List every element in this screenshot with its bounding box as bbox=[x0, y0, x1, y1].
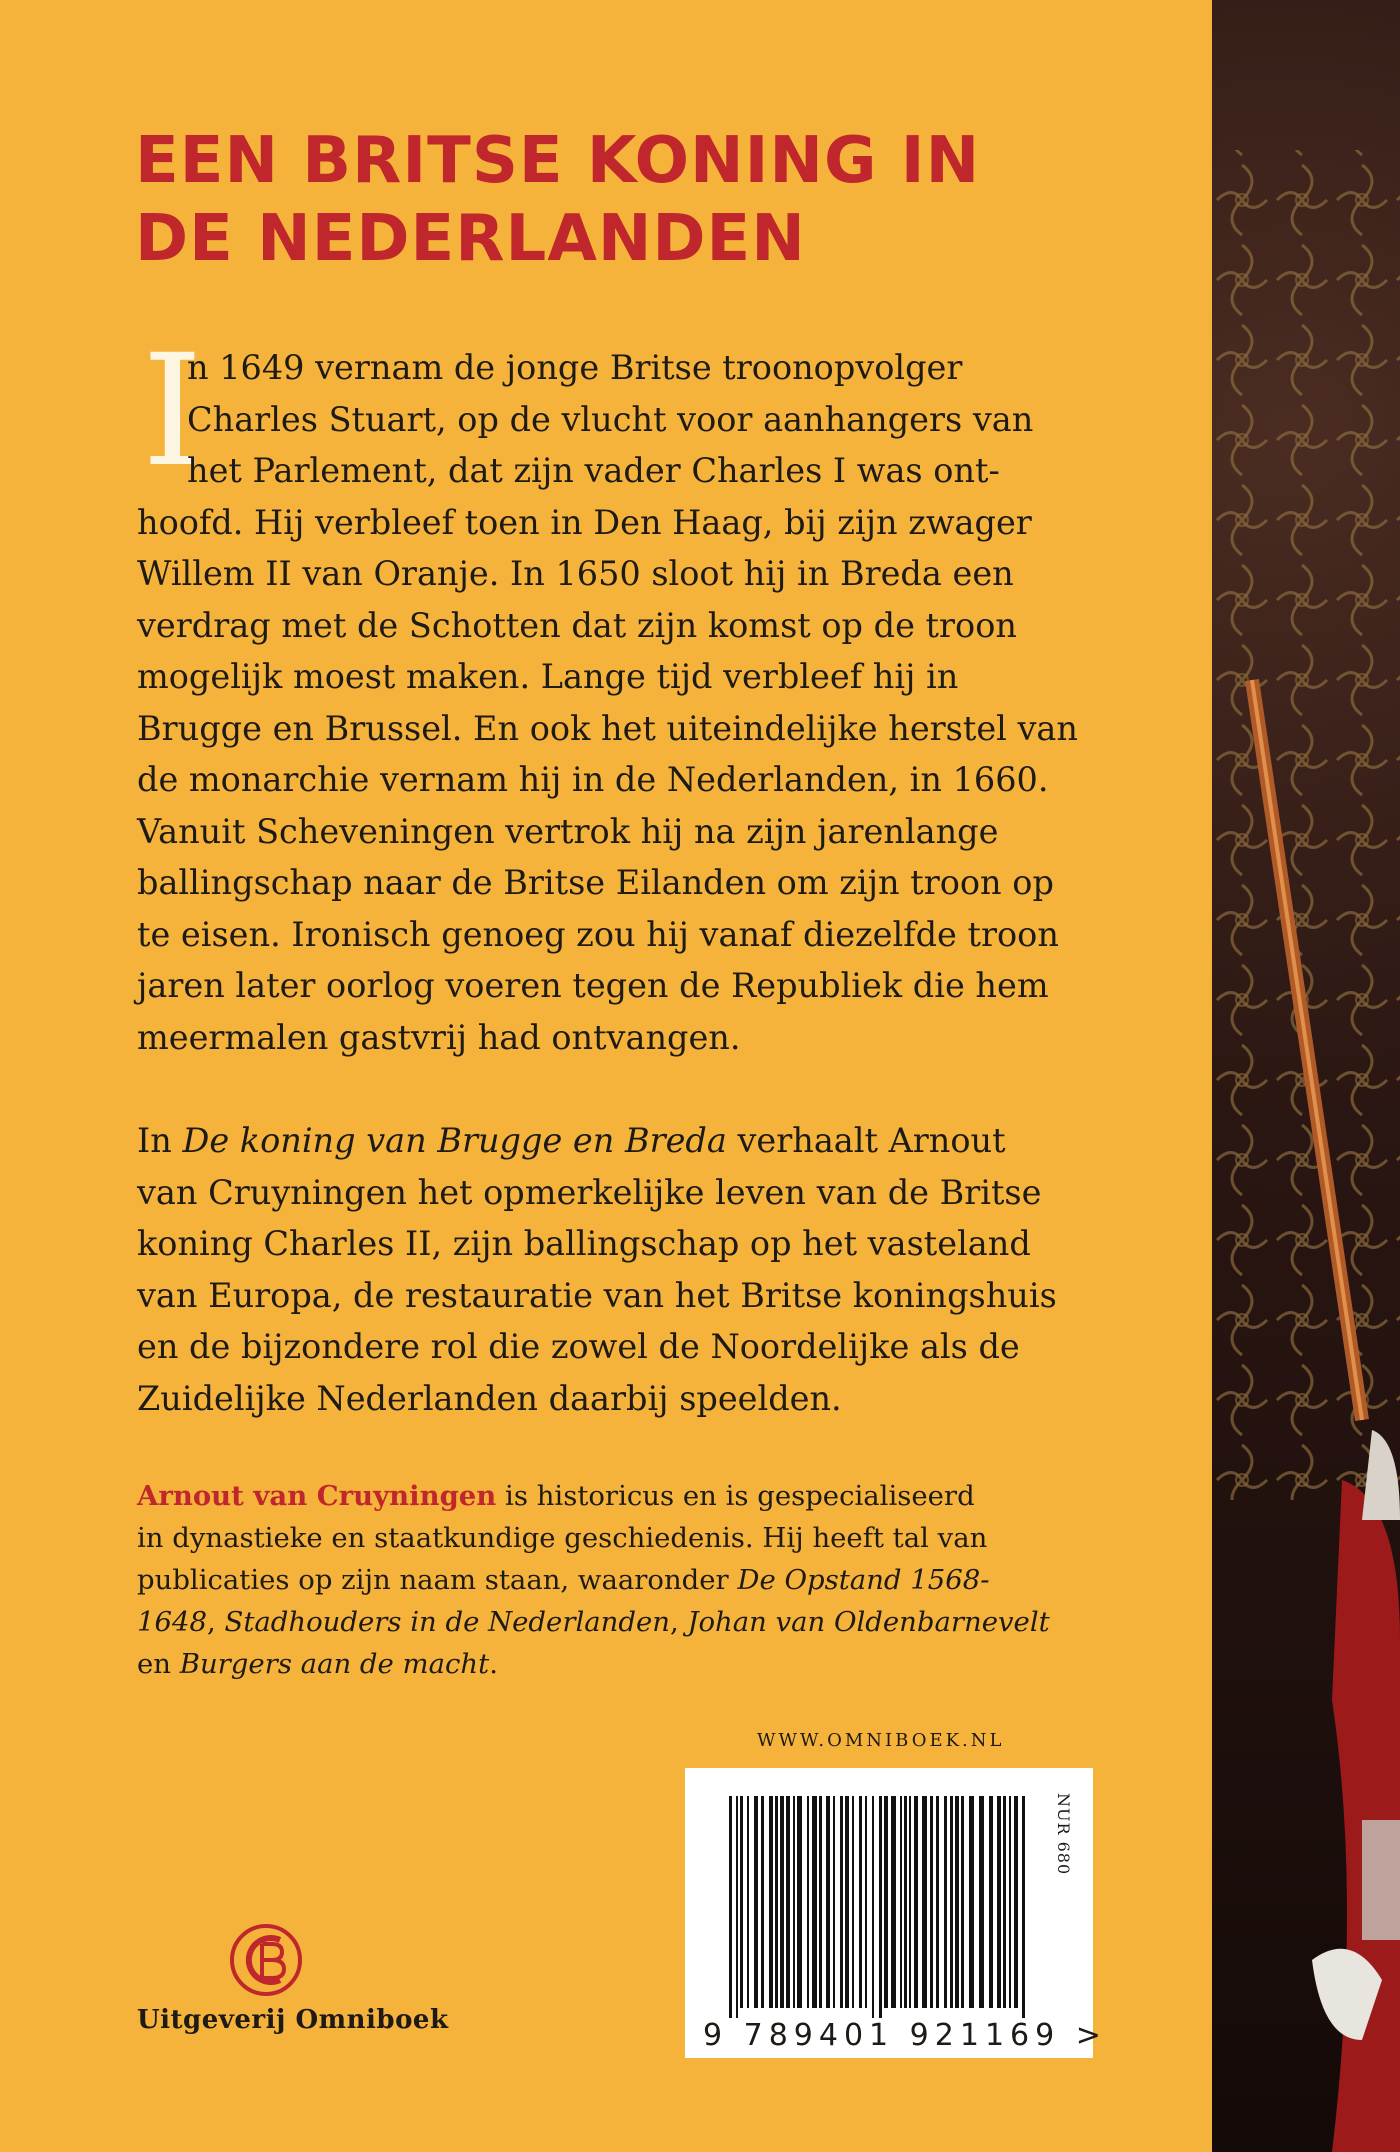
barcode-bar bbox=[891, 1796, 896, 2008]
blurb-line: Zuidelijke Nederlanden daarbij speelden. bbox=[137, 1378, 842, 1418]
text-run: , bbox=[669, 1606, 688, 1638]
author-name: Arnout van Cruyningen bbox=[137, 1480, 497, 1512]
barcode-bar bbox=[955, 1796, 959, 2008]
barcode-bar bbox=[826, 1796, 830, 2008]
text-run: . bbox=[489, 1648, 498, 1680]
drop-cap: I bbox=[142, 322, 203, 501]
barcode-bar bbox=[761, 1796, 764, 2008]
book-title bbox=[135, 122, 1135, 278]
barcode-bar bbox=[754, 1796, 758, 2008]
blurb-line: van Cruyningen het opmerkelijke leven van de Britse bbox=[137, 1172, 1042, 1212]
barcode-bar bbox=[914, 1796, 918, 2008]
barcode-bar bbox=[930, 1796, 933, 2008]
blurb-line: het Parlement, dat zijn vader Charles I was ont- bbox=[187, 451, 1000, 490]
barcode-bar bbox=[780, 1796, 784, 2008]
barcode-bar bbox=[872, 1796, 874, 2018]
publisher-name: Uitgeverij Omniboek bbox=[137, 2005, 449, 2035]
isbn-number: 9 789401 921169 > bbox=[703, 2018, 1107, 2053]
blurb-line: Brugge en Brussel. En ook het uiteindelijke herstel van bbox=[137, 708, 1078, 748]
barcode-bar bbox=[900, 1796, 902, 2008]
text-run: , bbox=[207, 1606, 225, 1638]
barcode-bar bbox=[736, 1796, 738, 2018]
text-run: In bbox=[137, 1121, 183, 1160]
barcode-bar bbox=[812, 1796, 817, 2008]
blurb-line: koning Charles II, zijn ballingschap op het vasteland bbox=[137, 1224, 1031, 1263]
barcode-bar bbox=[786, 1796, 790, 2008]
barcode-bar bbox=[833, 1796, 835, 2008]
barcode-bar bbox=[1009, 1796, 1011, 2008]
text-run: is historicus en is gespecialiseerd bbox=[496, 1480, 975, 1512]
bio-line bbox=[137, 1601, 1117, 1643]
barcode-bar bbox=[845, 1796, 849, 2008]
blurb-line: te eisen. Ironisch genoeg zou hij vanaf diezelfde troon bbox=[137, 914, 1059, 954]
book-title-italic: De koning van Brugge en Breda bbox=[182, 1121, 727, 1160]
barcode-bar bbox=[961, 1796, 964, 2008]
barcode-bar bbox=[936, 1796, 939, 2008]
blurb-line: hoofd. Hij verbleef toen in Den Haag, bij zijn zwager bbox=[137, 502, 1032, 542]
barcode-bar bbox=[747, 1796, 749, 2008]
text-run: en bbox=[137, 1648, 180, 1680]
text-run: verhaalt Arnout bbox=[726, 1121, 1006, 1160]
barcode-bar bbox=[819, 1796, 822, 2008]
blurb-line: Charles Stuart, op de vlucht voor aanhangers van bbox=[187, 399, 1034, 439]
barcode-bar bbox=[797, 1796, 802, 2008]
barcode-bar bbox=[807, 1796, 809, 2008]
barcode-bar bbox=[769, 1796, 773, 2008]
barcode-bar bbox=[865, 1796, 867, 2008]
barcode-bar bbox=[997, 1796, 1001, 2008]
bio-line bbox=[137, 1475, 1117, 1517]
barcode-bar bbox=[775, 1796, 778, 2008]
barcode-bar bbox=[944, 1796, 947, 2008]
blurb-line: ballingschap naar de Britse Eilanden om zijn troon op bbox=[137, 863, 1054, 902]
barcode-bar bbox=[969, 1796, 974, 2008]
blurb-line: meermalen gastvrij had ontvangen. bbox=[137, 1017, 741, 1057]
title-line-1: EEN BRITSE KONING IN bbox=[135, 124, 981, 198]
website-url: WWW.OMNIBOEK.NL bbox=[757, 1730, 1005, 1751]
title-line-2: DE NEDERLANDEN bbox=[135, 202, 806, 276]
book-title-italic: Johan van Oldenbarnevelt bbox=[687, 1606, 1050, 1638]
barcode-bar bbox=[989, 1796, 993, 2008]
book-title-italic: De Opstand 1568- bbox=[737, 1564, 990, 1596]
barcode-bar bbox=[859, 1796, 862, 2008]
barcode-bar bbox=[852, 1796, 854, 2008]
barcode-bar bbox=[729, 1796, 732, 2018]
barcode-bar bbox=[1003, 1796, 1006, 2008]
blurb-line: de monarchie vernam hij in de Nederlanden, in 1660. bbox=[137, 760, 1049, 799]
blurb-paragraph-2 bbox=[137, 1115, 1117, 1424]
barcode-bar bbox=[879, 1796, 882, 2018]
book-title-italic: 1648 bbox=[137, 1606, 207, 1638]
blurb-line: Willem II van Oranje. In 1650 sloot hij in Breda een bbox=[137, 554, 1014, 593]
barcode-bar bbox=[950, 1796, 953, 2008]
cover-painting-strip bbox=[1212, 0, 1400, 2152]
blurb-paragraph-1 bbox=[137, 322, 1117, 1063]
barcode-bar bbox=[740, 1796, 743, 2008]
barcode-bar bbox=[904, 1796, 907, 2008]
author-bio bbox=[137, 1475, 1117, 1685]
nur-code: NUR 680 bbox=[1054, 1793, 1073, 1876]
barcode-bar bbox=[979, 1796, 984, 2008]
barcode-bar bbox=[1022, 1796, 1025, 2018]
barcode-icon bbox=[685, 1768, 1107, 2058]
bio-line bbox=[137, 1643, 1117, 1685]
barcode-bar bbox=[793, 1796, 795, 2008]
text-run: publicaties op zijn naam staan, waaronder bbox=[137, 1564, 738, 1596]
barcode-bar bbox=[840, 1796, 843, 2008]
blurb-line: van Europa, de restauratie van het Britse koningshuis bbox=[137, 1275, 1057, 1315]
barcode-bar bbox=[884, 1796, 888, 2008]
book-title-italic: Burgers aan de macht bbox=[179, 1648, 490, 1680]
painting-icon bbox=[1212, 0, 1400, 2152]
blurb-line: en de bijzondere rol die zowel de Noordelijke als de bbox=[137, 1327, 1020, 1366]
blurb-line: mogelijk moest maken. Lange tijd verbleef hij in bbox=[137, 657, 959, 696]
barcode-bar bbox=[922, 1796, 927, 2008]
omniboek-logo-icon bbox=[228, 1920, 304, 2006]
bio-line bbox=[137, 1559, 1117, 1601]
bio-line: in dynastieke en staatkundige geschiedenis. Hij heeft tal van bbox=[137, 1522, 988, 1554]
barcode-box bbox=[685, 1768, 1107, 2058]
blurb-line: n 1649 vernam de jonge Britse troonopvolger bbox=[187, 348, 963, 387]
blurb-line: Vanuit Scheveningen vertrok hij na zijn jarenlange bbox=[137, 811, 999, 851]
barcode-bar bbox=[1014, 1796, 1018, 2008]
blurb-line: verdrag met de Schotten dat zijn komst op de troon bbox=[137, 605, 1017, 645]
blurb-line: jaren later oorlog voeren tegen de Republiek die hem bbox=[137, 966, 1049, 1005]
blurb-line bbox=[137, 1115, 1117, 1167]
barcode-bar bbox=[909, 1796, 911, 2008]
book-title-italic: Stadhouders in de Nederlanden bbox=[224, 1606, 670, 1638]
